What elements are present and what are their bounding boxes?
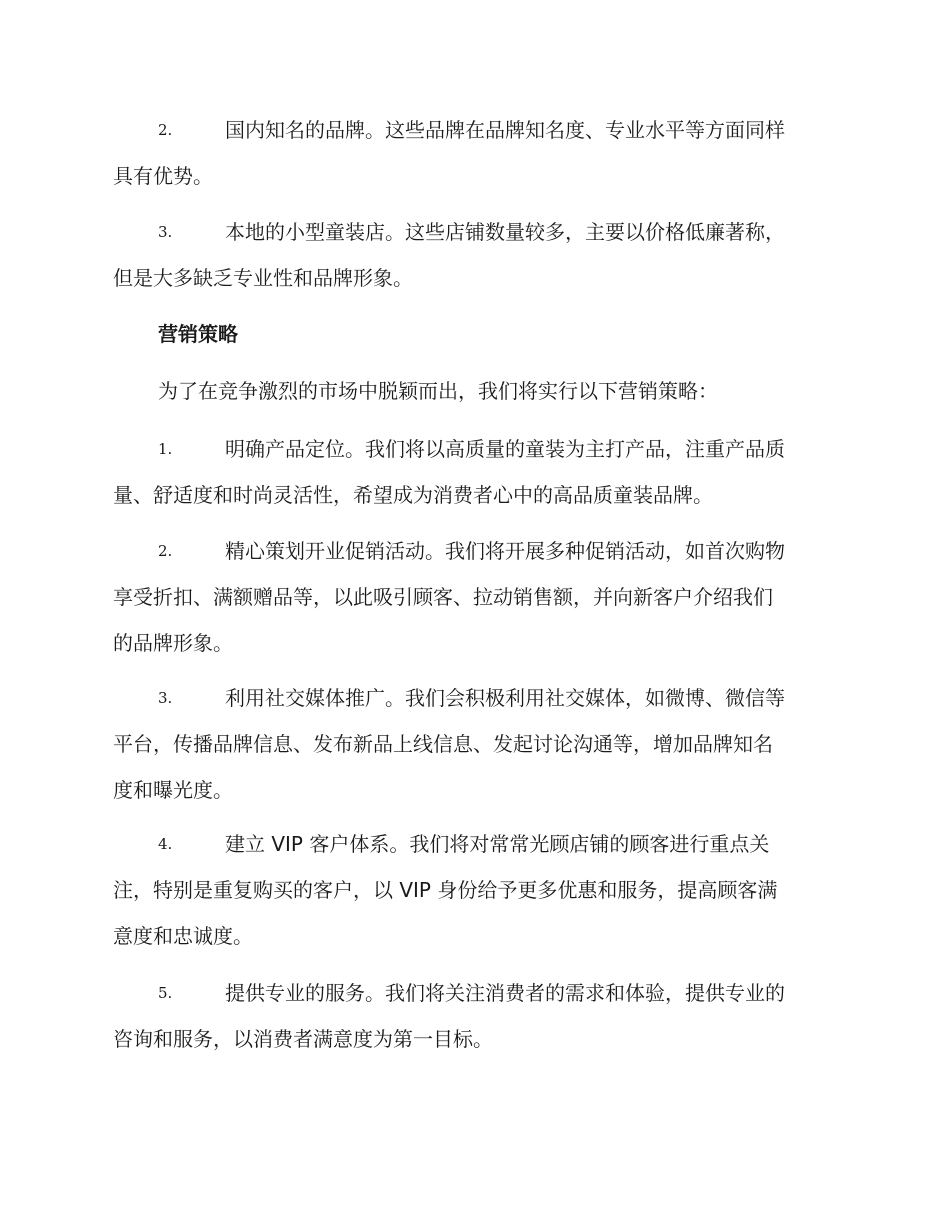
list-number: 3. — [158, 689, 173, 707]
list-item-text: 享受折扣、满额赠品等，以此吸引顾客、拉动销售额，并向新客户介绍我们 — [113, 585, 773, 609]
list-number: 4. — [158, 835, 173, 853]
list-item-strategy-4 — [113, 821, 838, 959]
intro-paragraph — [113, 368, 838, 414]
list-item-strategy-2 — [113, 528, 838, 666]
list-number: 1. — [158, 440, 173, 458]
list-item-text: 国内知名的品牌。这些品牌在品牌知名度、专业水平等方面同样 — [225, 118, 785, 142]
list-item-text: 明确产品定位。我们将以高质量的童装为主打产品，注重产品质 — [225, 437, 785, 461]
list-item-text: 的品牌形象。 — [113, 631, 233, 655]
list-item-text: 提供专业的服务。我们将关注消费者的需求和体验，提供专业的 — [225, 981, 785, 1005]
list-item-competitor-3 — [113, 209, 838, 301]
list-number: 5. — [158, 984, 173, 1002]
list-item-text: 本地的小型童装店。这些店铺数量较多，主要以价格低廉著称， — [225, 220, 785, 244]
list-number: 3. — [158, 223, 173, 241]
list-item-text: 意度和忠诚度。 — [113, 924, 253, 948]
list-item-strategy-5 — [113, 970, 838, 1062]
list-item-text: 但是大多缺乏专业性和品牌形象。 — [113, 266, 413, 290]
section-heading: 营销策略 — [158, 322, 238, 346]
list-item-text: 精心策划开业促销活动。我们将开展多种促销活动，如首次购物 — [225, 539, 785, 563]
list-item-text: 建立 VIP 客户体系。我们将对常常光顾店铺的顾客进行重点关 — [225, 832, 770, 856]
list-item-text: 利用社交媒体推广。我们会积极利用社交媒体，如微博、微信等 — [225, 686, 785, 710]
list-item-strategy-1 — [113, 426, 838, 518]
intro-text: 为了在竞争激烈的市场中脱颖而出，我们将实行以下营销策略： — [158, 379, 718, 403]
list-item-competitor-2 — [113, 107, 838, 199]
list-item-text: 平台，传播品牌信息、发布新品上线信息、发起讨论沟通等，增加品牌知名 — [113, 732, 773, 756]
list-item-strategy-3 — [113, 675, 838, 813]
list-number: 2. — [158, 542, 173, 560]
list-number: 2. — [158, 121, 173, 139]
list-item-text: 注，特别是重复购买的客户，以 VIP 身份给予更多优惠和服务，提高顾客满 — [113, 878, 778, 902]
section-heading-block — [113, 311, 838, 357]
list-item-text: 度和曝光度。 — [113, 778, 233, 802]
list-item-text: 具有优势。 — [113, 164, 213, 188]
list-item-text: 咨询和服务，以消费者满意度为第一目标。 — [113, 1027, 493, 1051]
list-item-text: 量、舒适度和时尚灵活性，希望成为消费者心中的高品质童装品牌。 — [113, 483, 713, 507]
